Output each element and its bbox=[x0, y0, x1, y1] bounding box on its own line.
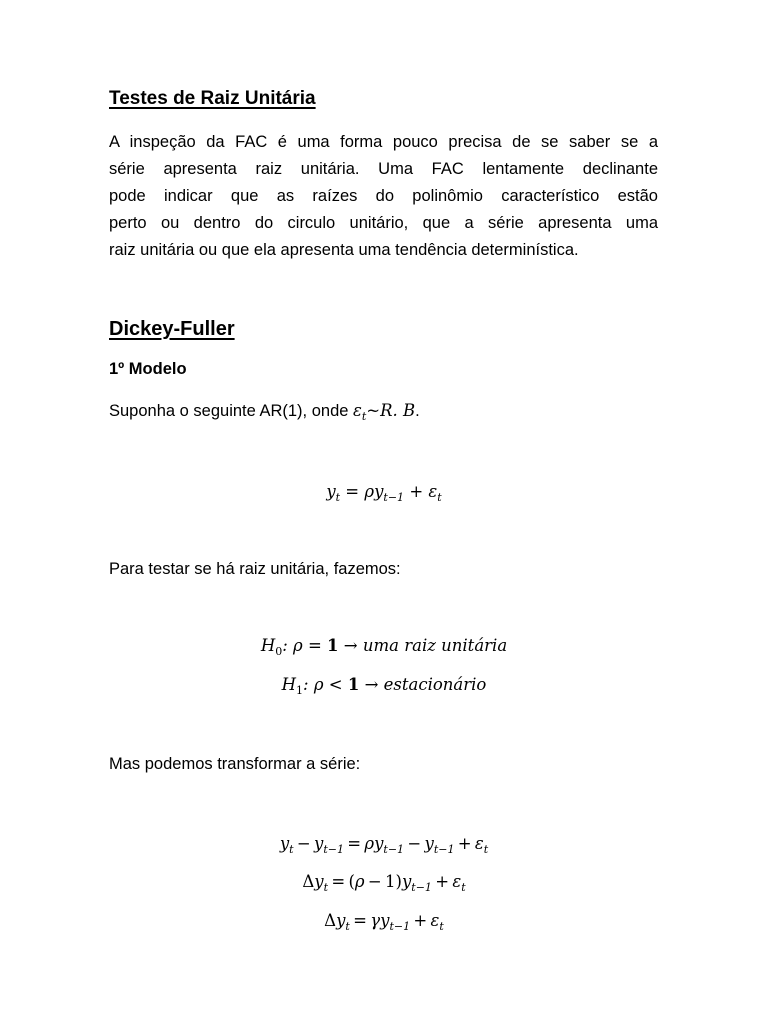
h1-subscript: 1 bbox=[296, 684, 304, 697]
alternative-hypothesis bbox=[0, 675, 768, 697]
h0-result: uma raiz unitária bbox=[362, 636, 508, 655]
h0-subscript: 0 bbox=[275, 645, 283, 658]
h1-result: estacionário bbox=[383, 675, 487, 694]
eq-rhs-sub: t−1 bbox=[383, 491, 405, 504]
h0-value: 1 bbox=[327, 636, 339, 655]
white-noise-math bbox=[353, 401, 416, 423]
ar1-intro-sentence bbox=[109, 397, 420, 425]
eq-epsilon-sub: t bbox=[437, 491, 442, 504]
h0-condition: : ρ = bbox=[282, 636, 328, 655]
white-noise-label: ~R. B bbox=[366, 401, 416, 420]
sentence-period: . bbox=[415, 402, 420, 420]
section-title-dickey-fuller: Dickey-Fuller bbox=[109, 318, 235, 340]
eq-lhs: y bbox=[326, 482, 336, 501]
transform-equation-3: $\Delta y_t = \gamma y_{t-1} + \varepsilon_t$ bbox=[324, 911, 444, 933]
transform-equation-2: $\Delta y_t = (\rho - 1)y_{t-1} + \varepsilon_t$ bbox=[302, 872, 466, 894]
epsilon-subscript: t bbox=[361, 410, 367, 423]
eq-plus: + bbox=[409, 482, 424, 501]
eq-rhs-term: ρy bbox=[364, 482, 384, 501]
paragraph-line: raiz unitária ou que ela apresenta uma tendência determinística. bbox=[109, 241, 579, 259]
epsilon-symbol: ε bbox=[353, 401, 362, 420]
paragraph-line: A inspeção da FAC é uma forma pouco precisa de se saber se a bbox=[109, 133, 658, 151]
eq-epsilon: ε bbox=[428, 482, 438, 501]
null-hypothesis bbox=[0, 636, 768, 658]
paragraph-line: perto ou dentro do circulo unitário, que a série apresenta uma bbox=[109, 214, 658, 232]
eq-lhs-sub: t bbox=[335, 491, 341, 504]
ar1-model-equation: $y_t = \rho y_{t-1} + \varepsilon_t$ bbox=[326, 482, 442, 504]
ar1-intro-text: Suponha o seguinte AR(1), onde bbox=[109, 402, 354, 420]
h0-letter: H bbox=[260, 636, 276, 655]
paragraph-line: série apresenta raiz unitária. Uma FAC lentamente declinante bbox=[109, 160, 658, 178]
transform-equation-1: $y_t - y_{t-1} = \rho y_{t-1} - y_{t-1} + \varepsilon_t$ bbox=[279, 834, 489, 856]
transform-sentence: Mas podemos transformar a série: bbox=[109, 755, 361, 773]
h0-arrow: → bbox=[338, 636, 363, 655]
h1-condition: : ρ < bbox=[303, 675, 348, 694]
h1-value: 1 bbox=[347, 675, 360, 694]
paragraph-line: pode indicar que as raízes do polinômio característico estão bbox=[109, 187, 658, 205]
h1-letter: H bbox=[281, 675, 297, 694]
section-title-unit-root-tests: Testes de Raiz Unitária bbox=[109, 88, 316, 109]
h1-arrow: → bbox=[359, 675, 384, 694]
intro-paragraph bbox=[109, 129, 658, 264]
subsection-title-model-1: 1º Modelo bbox=[109, 360, 187, 378]
test-sentence: Para testar se há raiz unitária, fazemos: bbox=[109, 560, 401, 578]
